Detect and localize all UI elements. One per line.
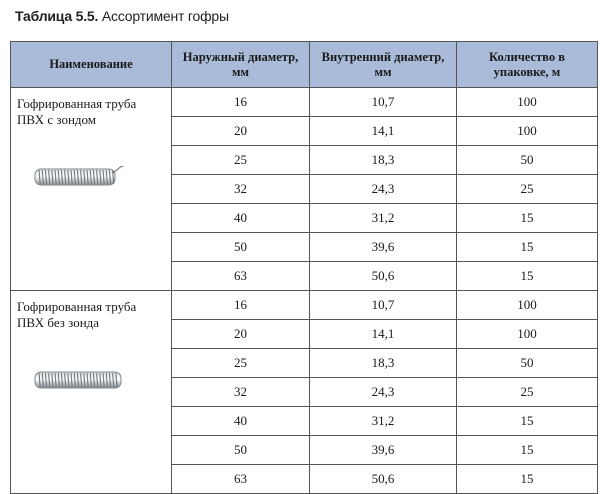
cell-outer: 32 <box>172 175 310 204</box>
assortment-table <box>10 41 598 494</box>
product-name-cell <box>11 291 172 494</box>
cell-inner: 24,3 <box>310 378 457 407</box>
cell-qty: 15 <box>457 465 598 494</box>
table-caption-label: Таблица 5.5. <box>15 8 99 24</box>
table-row <box>11 291 598 320</box>
cell-qty: 50 <box>457 349 598 378</box>
cell-outer: 16 <box>172 88 310 117</box>
cell-qty: 100 <box>457 320 598 349</box>
cell-inner: 31,2 <box>310 204 457 233</box>
cell-outer: 20 <box>172 320 310 349</box>
cell-outer: 63 <box>172 465 310 494</box>
cell-inner: 14,1 <box>310 117 457 146</box>
cell-outer: 63 <box>172 262 310 291</box>
cell-outer: 40 <box>172 407 310 436</box>
header-row <box>11 42 598 88</box>
corrugated-pipe-with-probe-icon <box>33 163 125 193</box>
cell-inner: 39,6 <box>310 233 457 262</box>
table-caption <box>15 8 229 24</box>
header-quantity: Количество в упаковке, м <box>457 42 598 88</box>
cell-inner: 18,3 <box>310 146 457 175</box>
cell-qty: 100 <box>457 88 598 117</box>
cell-inner: 10,7 <box>310 88 457 117</box>
cell-qty: 15 <box>457 407 598 436</box>
table-row <box>11 88 598 117</box>
cell-qty: 15 <box>457 233 598 262</box>
product-name: Гофрированная труба ПВХ с зондом <box>17 96 137 127</box>
cell-inner: 39,6 <box>310 436 457 465</box>
product-name-cell <box>11 88 172 291</box>
cell-qty: 50 <box>457 146 598 175</box>
cell-qty: 15 <box>457 436 598 465</box>
cell-inner: 24,3 <box>310 175 457 204</box>
product-name: Гофрированная труба ПВХ без зонда <box>17 299 137 330</box>
cell-qty: 100 <box>457 117 598 146</box>
cell-outer: 25 <box>172 349 310 378</box>
corrugated-pipe-icon <box>33 368 125 396</box>
table-body <box>11 88 598 494</box>
cell-qty: 15 <box>457 262 598 291</box>
cell-outer: 40 <box>172 204 310 233</box>
table-caption-text: Ассортимент гофры <box>98 8 229 24</box>
cell-outer: 50 <box>172 436 310 465</box>
header-name: Наименование <box>11 42 172 88</box>
cell-outer: 25 <box>172 146 310 175</box>
cell-inner: 18,3 <box>310 349 457 378</box>
header-inner-diameter: Внутренний диаметр, мм <box>310 42 457 88</box>
cell-qty: 100 <box>457 291 598 320</box>
cell-inner: 31,2 <box>310 407 457 436</box>
cell-qty: 15 <box>457 204 598 233</box>
cell-outer: 16 <box>172 291 310 320</box>
cell-outer: 32 <box>172 378 310 407</box>
cell-inner: 10,7 <box>310 291 457 320</box>
cell-inner: 14,1 <box>310 320 457 349</box>
cell-outer: 50 <box>172 233 310 262</box>
cell-inner: 50,6 <box>310 465 457 494</box>
cell-qty: 25 <box>457 175 598 204</box>
cell-inner: 50,6 <box>310 262 457 291</box>
header-outer-diameter: Наружный диаметр, мм <box>172 42 310 88</box>
cell-outer: 20 <box>172 117 310 146</box>
cell-qty: 25 <box>457 378 598 407</box>
